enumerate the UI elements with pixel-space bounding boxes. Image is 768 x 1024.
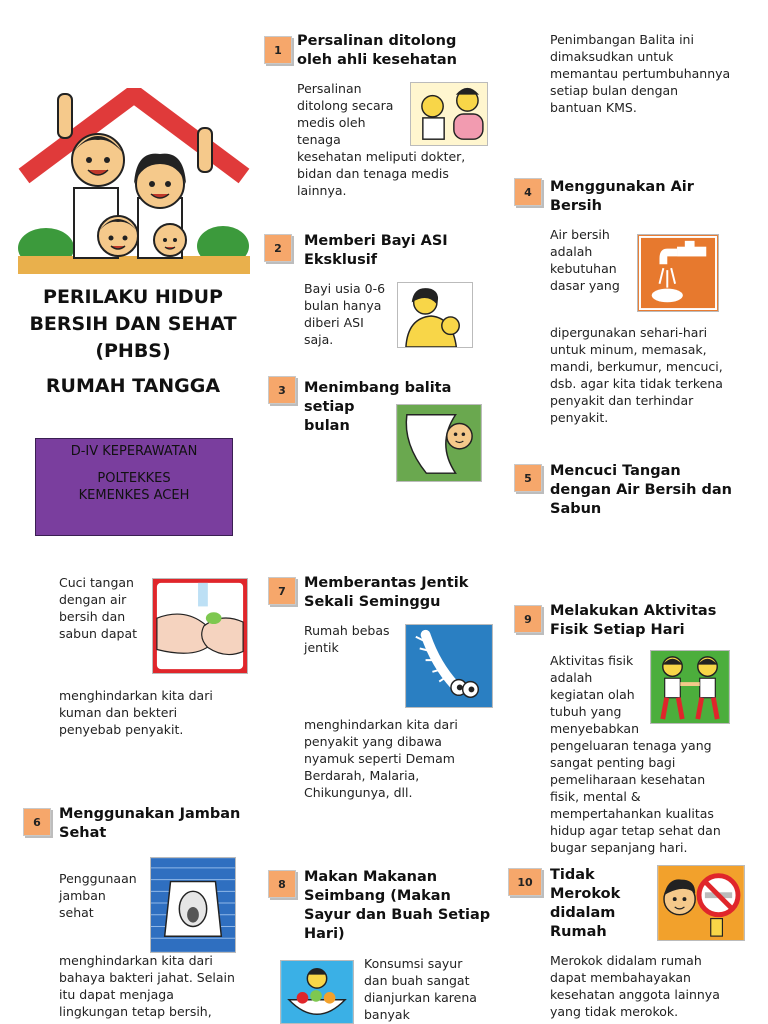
birth-assist-icon (410, 82, 488, 146)
text-5a: Cuci tangan dengan air bersih dan sabun dapat (59, 575, 138, 641)
badge-2: 2 (264, 234, 292, 262)
badge-9: 9 (514, 605, 542, 633)
heading-1: Persalinan ditolong oleh ahli kesehatan (297, 33, 457, 68)
heading-4: Menggunakan Air Bersih (550, 179, 694, 214)
badge-6: 6 (23, 808, 51, 836)
text-7b: menghindarkan kita dari penyakit yang dibawa nyamuk seperti Demam Berdarah, Malaria, Chikungunya, dll. (304, 717, 458, 800)
text-2: Bayi usia 0-6 bulan hanya diberi ASI saja. (304, 281, 386, 347)
text-3: Penimbangan Balita ini dimaksudkan untuk memantau pertumbuhannya setiap bulan dengan bantuan KMS. (550, 32, 731, 115)
breastfeeding-icon (397, 282, 473, 348)
family-house-icon (18, 88, 250, 274)
heading-6: Menggunakan Jamban Sehat (59, 806, 241, 841)
badge-5: 5 (514, 464, 542, 492)
no-smoking-icon (657, 865, 745, 941)
text-9: Aktivitas fisik adalah kegiatan olah tubuh yang menyebabkan pengeluaran tenaga yang sangat penting bagi pemeliharaan kesehatan fisik, mental & mempertahankan kualitas hidup agar tetap sehat dan bugar sepanjang hari. (550, 653, 721, 855)
water-tap-icon (637, 234, 719, 312)
text-1: Persalinan ditolong secara medis oleh tenaga kesehatan meliputi dokter, bidan dan tenaga medis lainnya. (297, 81, 466, 198)
badge-4: 4 (514, 178, 542, 206)
badge-1: 1 (264, 36, 292, 64)
text-6a: Penggunaan jamban sehat (59, 871, 137, 920)
institution-box (35, 438, 233, 536)
main-title: PERILAKU HIDUP BERSIH DAN SEHAT (PHBS) (29, 286, 237, 362)
toilet-icon (150, 857, 236, 953)
heading-7: Memberantas Jentik Sekali Seminggu (304, 575, 469, 610)
institution-line2: POLTEKKES KEMENKES ACEH (78, 471, 190, 503)
sub-title: RUMAH TANGGA (45, 375, 221, 397)
heading-2: Memberi Bayi ASI Eksklusif (304, 233, 448, 268)
heading-9: Melakukan Aktivitas Fisik Setiap Hari (550, 603, 717, 638)
heading-10: Tidak Merokok didalam Rumah (550, 867, 621, 940)
text-10: Merokok didalam rumah dapat membahayakan kesehatan anggota lainnya yang tidak merokok. (550, 953, 720, 1019)
badge-8: 8 (268, 870, 296, 898)
text-6b: menghindarkan kita dari bahaya bakteri jahat. Selain itu dapat menjaga lingkungan tetap bersih, (59, 953, 235, 1019)
food-bowl-icon (280, 960, 354, 1024)
text-5b: menghindarkan kita dari kuman dan bekteri penyebab penyakit. (59, 688, 213, 737)
text-7a: Rumah bebas jentik (304, 623, 390, 655)
heading-3: Menimbang balita setiap bulan (304, 380, 452, 434)
badge-3: 3 (268, 376, 296, 404)
heading-5: Mencuci Tangan dengan Air Bersih dan Sabun (550, 463, 732, 517)
badge-10: 10 (508, 868, 542, 896)
handwash-icon (152, 578, 248, 674)
baby-scale-icon (396, 404, 482, 482)
text-8: Konsumsi sayur dan buah sangat dianjurkan karena banyak (364, 956, 477, 1022)
badge-7: 7 (268, 577, 296, 605)
larva-icon (405, 624, 493, 708)
text-4a: Air bersih adalah kebutuhan dasar yang (550, 227, 620, 293)
heading-8: Makan Makanan Seimbang (Makan Sayur dan Buah Setiap Hari) (304, 869, 491, 942)
text-4b: dipergunakan sehari-hari untuk minum, memasak, mandi, berkumur, mencuci, dsb. agar kita tidak terkena penyakit dan terhindar penyakit. (550, 325, 723, 425)
institution-line1: D-IV KEPERAWATAN (70, 444, 198, 459)
